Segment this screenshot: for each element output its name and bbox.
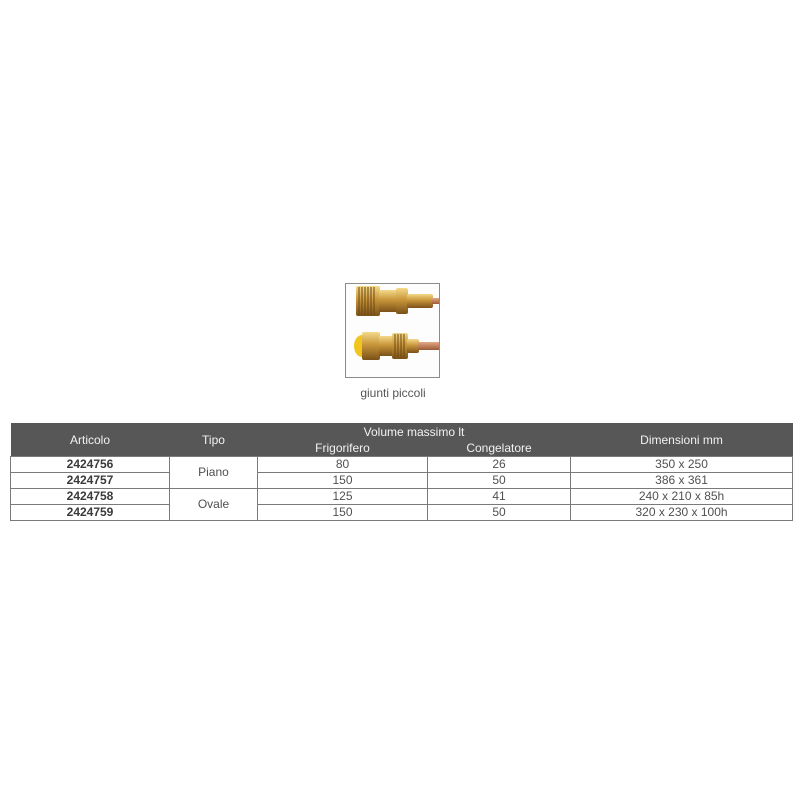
table-row <box>11 489 793 505</box>
header-frigorifero: Frigorifero <box>258 440 428 457</box>
fridge-volume: 150 <box>258 505 428 521</box>
article-code: 2424756 <box>11 457 170 473</box>
header-tipo: Tipo <box>170 423 258 457</box>
spec-table <box>10 423 793 521</box>
header-volume: Volume massimo lt <box>258 423 571 440</box>
image-caption: giunti piccoli <box>360 386 426 400</box>
dimensions: 386 x 361 <box>571 473 793 489</box>
fridge-volume: 125 <box>258 489 428 505</box>
table-row <box>11 505 793 521</box>
freezer-volume: 41 <box>428 489 571 505</box>
table-row <box>11 473 793 489</box>
type-cell: Piano <box>170 457 258 489</box>
freezer-volume: 50 <box>428 505 571 521</box>
article-code: 2424758 <box>11 489 170 505</box>
fridge-volume: 150 <box>258 473 428 489</box>
dimensions: 350 x 250 <box>571 457 793 473</box>
type-cell: Ovale <box>170 489 258 521</box>
dimensions: 240 x 210 x 85h <box>571 489 793 505</box>
header-articolo: Articolo <box>11 423 170 457</box>
freezer-volume: 26 <box>428 457 571 473</box>
header-dimensioni: Dimensioni mm <box>571 423 793 457</box>
freezer-volume: 50 <box>428 473 571 489</box>
article-code: 2424759 <box>11 505 170 521</box>
brass-fittings-photo <box>346 284 439 377</box>
product-photo <box>345 283 440 378</box>
article-code: 2424757 <box>11 473 170 489</box>
fridge-volume: 80 <box>258 457 428 473</box>
dimensions: 320 x 230 x 100h <box>571 505 793 521</box>
table-row <box>11 457 793 473</box>
header-congelatore: Congelatore <box>428 440 571 457</box>
